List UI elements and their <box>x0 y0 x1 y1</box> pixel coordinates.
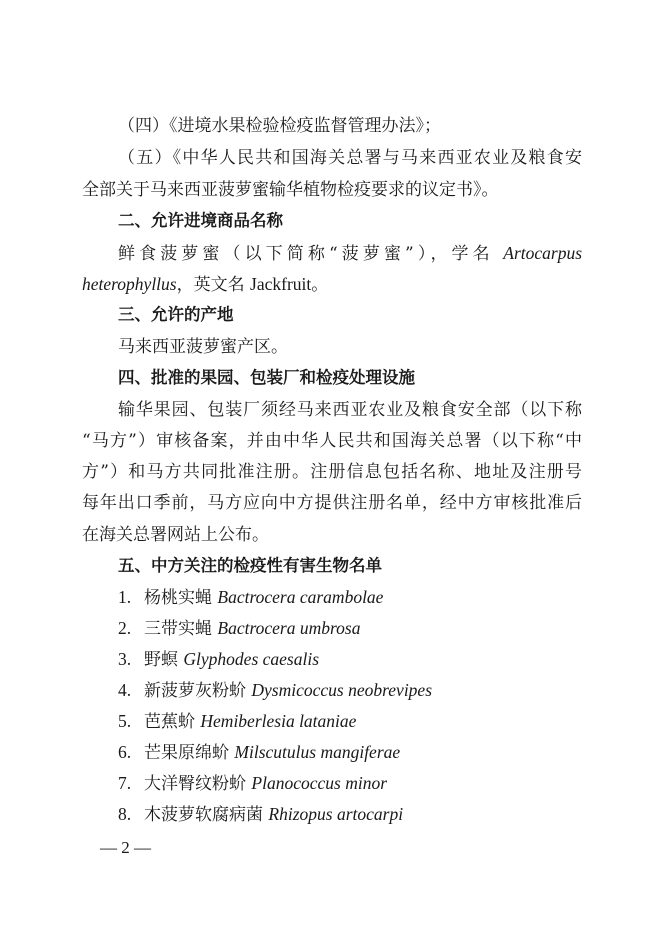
pest-list-item <box>118 773 582 794</box>
section-4-body-line5: 在海关总署网站上公布。 <box>82 525 269 545</box>
pest-chinese-name: 野螟 <box>144 650 178 670</box>
pest-latin-name: Dysmicoccus neobrevipes <box>251 680 433 700</box>
pest-list-item <box>118 680 582 701</box>
pest-list-item <box>118 649 582 670</box>
pest-list-item <box>118 711 582 732</box>
pest-latin-name: Bactrocera carambolae <box>217 587 384 607</box>
clause-item-5-line2: 全部关于马来西亚菠萝蜜输华植物检疫要求的议定书》。 <box>82 180 499 200</box>
scientific-name-species: heterophyllus <box>82 274 177 294</box>
clause-item-4: （四）《进境水果检验检疫监督管理办法》； <box>118 116 441 136</box>
pest-list-item <box>118 618 582 639</box>
pest-latin-name: Glyphodes caesalis <box>183 649 320 669</box>
section-3-body: 马来西亚菠萝蜜产区。 <box>118 337 288 357</box>
pest-number: 1. <box>118 587 132 607</box>
section-5-heading: 五、中方关注的检疫性有害生物名单 <box>118 556 382 575</box>
pest-number: 4. <box>118 680 132 700</box>
pest-number: 6. <box>118 742 132 762</box>
clause-item-5-line1: （五）《中华人民共和国海关总署与马来西亚农业及粮食安 <box>118 148 582 168</box>
pest-latin-name: Bactrocera umbrosa <box>217 618 361 638</box>
pest-number: 5. <box>118 711 132 731</box>
section-4-body-line2: “马方”）审核备案，并由中华人民共和国海关总署（以下称“中 <box>82 431 582 451</box>
english-name-label: ，英文名 <box>176 275 245 295</box>
pest-number: 3. <box>118 649 132 669</box>
english-name: Jackfruit <box>250 274 312 294</box>
pest-chinese-name: 木菠萝软腐病菌 <box>144 805 263 825</box>
pest-number: 8. <box>118 804 132 824</box>
section-4-body-line3: 方”）和马方共同批准注册。注册信息包括名称、地址及注册号 <box>82 462 582 482</box>
section-4-heading: 四、批准的果园、包装厂和检疫处理设施 <box>118 368 415 387</box>
pest-latin-name: Hemiberlesia lataniae <box>200 711 357 731</box>
section-2-body-line1 <box>118 243 582 263</box>
pest-chinese-name: 芭蕉蚧 <box>144 712 195 732</box>
pest-list-item <box>118 587 582 608</box>
pest-chinese-name: 芒果原绵蚧 <box>144 743 229 763</box>
pest-list-item <box>118 742 582 763</box>
pest-latin-name: Rhizopus artocarpi <box>268 804 404 824</box>
section-2-body-line2 <box>82 274 582 295</box>
pest-latin-name: Planococcus minor <box>251 773 388 793</box>
commodity-name-text: 鲜食菠萝蜜（以下简称“菠萝蜜”），学名 <box>118 244 494 263</box>
section-2-heading: 二、允许进境商品名称 <box>118 211 283 230</box>
section-3-heading: 三、允许的产地 <box>118 305 234 324</box>
pest-number: 7. <box>118 773 132 793</box>
pest-chinese-name: 新菠萝灰粉蚧 <box>144 681 246 701</box>
pest-chinese-name: 三带实蝇 <box>144 619 212 639</box>
pest-latin-name: Milscutulus mangiferae <box>234 742 401 762</box>
section-4-body-line4: 每年出口季前，马方应向中方提供注册名单，经中方审核批准后 <box>82 493 582 513</box>
sentence-end: 。 <box>311 275 329 295</box>
section-4-body-line1: 输华果园、包装厂须经马来西亚农业及粮食安全部（以下称 <box>118 400 582 420</box>
page-number: — 2 — <box>100 838 151 857</box>
scientific-name-genus: Artocarpus <box>503 243 582 263</box>
pest-list-item <box>118 804 582 825</box>
pest-chinese-name: 杨桃实蝇 <box>144 588 212 608</box>
pest-number: 2. <box>118 618 132 638</box>
pest-chinese-name: 大洋臀纹粉蚧 <box>144 774 246 794</box>
